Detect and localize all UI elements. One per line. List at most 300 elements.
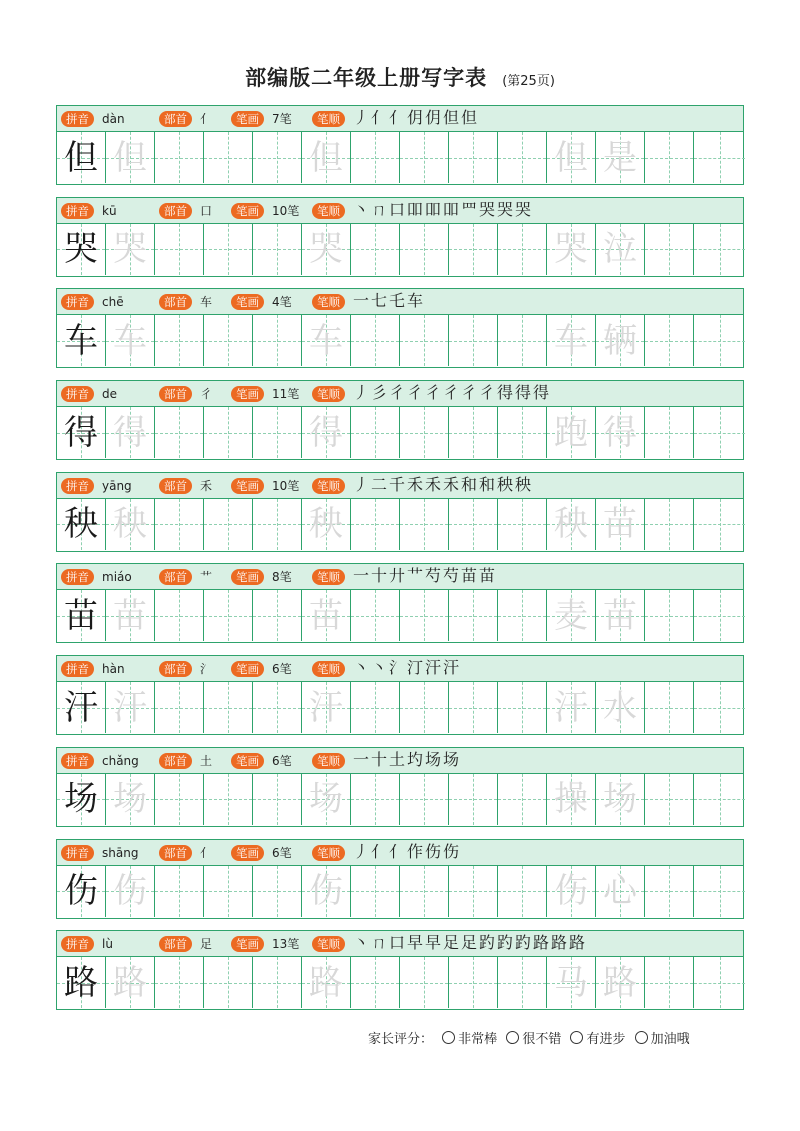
writing-cell[interactable] xyxy=(498,224,547,275)
writing-cell[interactable] xyxy=(253,774,302,825)
model-character: 路 xyxy=(64,962,98,1003)
trace-word-char-2: 心 xyxy=(603,871,637,911)
trace-word-char-2: 苗 xyxy=(603,595,637,636)
writing-cell[interactable] xyxy=(302,499,351,550)
row-header xyxy=(57,106,743,132)
radical-value: 亻 xyxy=(200,845,213,860)
writing-cell[interactable] xyxy=(694,132,745,183)
trace-character: 得 xyxy=(113,412,147,453)
writing-cell[interactable] xyxy=(57,315,106,366)
pinyin-badge: 拼音 xyxy=(61,478,94,494)
writing-cell[interactable] xyxy=(449,866,498,917)
writing-cell[interactable] xyxy=(645,407,694,458)
writing-cell[interactable] xyxy=(57,774,106,825)
writing-cell[interactable] xyxy=(694,774,745,825)
pinyin-value: chǎng xyxy=(102,753,139,768)
writing-cell[interactable] xyxy=(204,407,253,458)
radical-badge: 部首 xyxy=(159,753,192,769)
radio-circle-icon[interactable] xyxy=(506,1031,519,1044)
writing-cell[interactable] xyxy=(547,957,596,1008)
trace-character: 车 xyxy=(309,320,343,361)
trace-character: 哭 xyxy=(309,229,343,270)
writing-cell[interactable] xyxy=(106,315,155,366)
writing-cell[interactable] xyxy=(498,682,547,733)
row-header xyxy=(57,748,743,774)
writing-cell[interactable] xyxy=(498,499,547,550)
trace-character: 伤 xyxy=(309,871,343,911)
model-character: 汗 xyxy=(64,687,98,728)
row-header xyxy=(57,656,743,682)
writing-cell[interactable] xyxy=(498,957,547,1008)
strokes-badge: 笔画 xyxy=(231,386,264,402)
writing-cell[interactable] xyxy=(204,774,253,825)
writing-cell[interactable] xyxy=(351,866,400,917)
trace-character: 场 xyxy=(113,779,147,820)
writing-cell[interactable] xyxy=(204,224,253,275)
writing-cell[interactable] xyxy=(204,132,253,183)
writing-cell[interactable] xyxy=(204,957,253,1008)
writing-grid xyxy=(57,682,743,733)
stroke-order-badge: 笔顺 xyxy=(312,753,345,769)
writing-cell[interactable] xyxy=(351,407,400,458)
writing-cell[interactable] xyxy=(400,957,449,1008)
rating-option[interactable]: 非常棒 xyxy=(442,1032,497,1047)
row-header xyxy=(57,198,743,224)
strokes-value: 13笔 xyxy=(272,937,300,952)
stroke-order-value: 丶丶氵汀汗汗 xyxy=(353,658,462,678)
writing-cell[interactable] xyxy=(351,590,400,641)
writing-cell[interactable] xyxy=(547,682,596,733)
writing-cell[interactable] xyxy=(155,590,204,641)
writing-cell[interactable] xyxy=(57,682,106,733)
character-row xyxy=(56,380,744,460)
row-header xyxy=(57,289,743,315)
page-header xyxy=(0,62,800,92)
writing-cell[interactable] xyxy=(106,682,155,733)
writing-cell[interactable] xyxy=(57,590,106,641)
writing-cell[interactable] xyxy=(106,132,155,183)
writing-cell[interactable] xyxy=(449,315,498,366)
radical-badge: 部首 xyxy=(159,294,192,310)
writing-grid xyxy=(57,315,743,366)
trace-word-char-1: 操 xyxy=(554,779,588,820)
character-row xyxy=(56,747,744,827)
trace-character: 路 xyxy=(309,962,343,1003)
writing-cell[interactable] xyxy=(155,774,204,825)
writing-cell[interactable] xyxy=(155,866,204,917)
writing-cell[interactable] xyxy=(155,315,204,366)
pinyin-value: shāng xyxy=(102,845,139,860)
model-character: 苗 xyxy=(64,595,98,636)
character-row xyxy=(56,839,744,919)
writing-cell[interactable] xyxy=(449,774,498,825)
trace-word-char-1: 跑 xyxy=(554,412,588,453)
writing-cell[interactable] xyxy=(449,682,498,733)
model-character: 但 xyxy=(64,137,98,178)
writing-cell[interactable] xyxy=(596,132,645,183)
writing-cell[interactable] xyxy=(106,866,155,917)
radical-badge: 部首 xyxy=(159,661,192,677)
trace-word-char-2: 是 xyxy=(603,137,637,178)
trace-word-char-2: 得 xyxy=(603,412,637,453)
character-row xyxy=(56,655,744,735)
writing-cell[interactable] xyxy=(645,866,694,917)
writing-cell[interactable] xyxy=(596,315,645,366)
trace-character: 得 xyxy=(309,412,343,453)
model-character: 场 xyxy=(64,779,98,820)
writing-cell[interactable] xyxy=(106,407,155,458)
writing-cell[interactable] xyxy=(155,224,204,275)
writing-cell[interactable] xyxy=(449,590,498,641)
row-header xyxy=(57,564,743,590)
pinyin-value: de xyxy=(102,387,117,402)
strokes-value: 7笔 xyxy=(272,112,292,126)
character-table xyxy=(56,105,744,1022)
pinyin-badge: 拼音 xyxy=(61,753,94,769)
rating-option[interactable]: 很不错 xyxy=(506,1032,561,1047)
radical-value: 车 xyxy=(200,295,213,310)
radio-circle-icon[interactable] xyxy=(635,1031,648,1044)
stroke-order-value: 一十廾艹芍芍苗苗 xyxy=(353,566,498,586)
writing-cell[interactable] xyxy=(302,132,351,183)
row-header xyxy=(57,381,743,407)
trace-character: 汗 xyxy=(309,687,343,728)
writing-cell[interactable] xyxy=(547,407,596,458)
trace-character: 哭 xyxy=(113,229,147,270)
pinyin-badge: 拼音 xyxy=(61,386,94,402)
stroke-order-badge: 笔顺 xyxy=(312,111,345,127)
writing-cell[interactable] xyxy=(106,774,155,825)
writing-cell[interactable] xyxy=(694,499,745,550)
stroke-order-badge: 笔顺 xyxy=(312,478,345,494)
writing-cell[interactable] xyxy=(351,774,400,825)
writing-cell[interactable] xyxy=(106,499,155,550)
strokes-value: 4笔 xyxy=(272,295,292,310)
writing-grid xyxy=(57,132,743,183)
stroke-order-badge: 笔顺 xyxy=(312,661,345,677)
writing-cell[interactable] xyxy=(155,682,204,733)
pinyin-value: miáo xyxy=(102,570,132,585)
writing-cell[interactable] xyxy=(400,866,449,917)
writing-cell[interactable] xyxy=(302,407,351,458)
writing-cell[interactable] xyxy=(400,132,449,183)
writing-cell[interactable] xyxy=(253,315,302,366)
writing-cell[interactable] xyxy=(596,499,645,550)
writing-cell[interactable] xyxy=(253,407,302,458)
pinyin-value: lù xyxy=(102,937,113,952)
strokes-badge: 笔画 xyxy=(231,569,264,585)
writing-cell[interactable] xyxy=(498,132,547,183)
character-row xyxy=(56,197,744,277)
writing-cell[interactable] xyxy=(596,866,645,917)
writing-cell[interactable] xyxy=(302,866,351,917)
character-row xyxy=(56,288,744,368)
writing-cell[interactable] xyxy=(253,224,302,275)
pinyin-value: hàn xyxy=(102,662,125,677)
writing-cell[interactable] xyxy=(400,315,449,366)
writing-cell[interactable] xyxy=(547,315,596,366)
writing-cell[interactable] xyxy=(596,682,645,733)
writing-cell[interactable] xyxy=(351,957,400,1008)
strokes-value: 10笔 xyxy=(272,203,300,218)
trace-word-char-2: 辆 xyxy=(603,320,637,361)
writing-cell[interactable] xyxy=(498,866,547,917)
writing-cell[interactable] xyxy=(645,499,694,550)
pinyin-value: kū xyxy=(102,203,117,218)
pinyin-value: chē xyxy=(102,295,124,310)
writing-grid xyxy=(57,957,743,1008)
stroke-order-badge: 笔顺 xyxy=(312,936,345,952)
writing-cell[interactable] xyxy=(596,590,645,641)
writing-cell[interactable] xyxy=(596,224,645,275)
radio-circle-icon[interactable] xyxy=(442,1031,455,1044)
writing-cell[interactable] xyxy=(57,407,106,458)
radical-value: 氵 xyxy=(200,662,213,677)
writing-cell[interactable] xyxy=(547,866,596,917)
writing-cell[interactable] xyxy=(155,132,204,183)
writing-cell[interactable] xyxy=(596,774,645,825)
strokes-badge: 笔画 xyxy=(231,845,264,861)
model-character: 车 xyxy=(64,320,98,361)
character-row xyxy=(56,472,744,552)
writing-cell[interactable] xyxy=(449,957,498,1008)
trace-word-char-1: 车 xyxy=(554,320,588,361)
writing-cell[interactable] xyxy=(302,957,351,1008)
writing-cell[interactable] xyxy=(106,957,155,1008)
model-character: 哭 xyxy=(64,229,98,270)
strokes-value: 11笔 xyxy=(272,387,300,402)
pinyin-value: yāng xyxy=(102,478,132,493)
character-row xyxy=(56,105,744,185)
strokes-badge: 笔画 xyxy=(231,294,264,310)
trace-word-char-2: 场 xyxy=(603,779,637,820)
writing-cell[interactable] xyxy=(449,407,498,458)
trace-character: 苗 xyxy=(113,595,147,636)
trace-word-char-2: 泣 xyxy=(603,229,637,270)
writing-cell[interactable] xyxy=(694,682,745,733)
writing-cell[interactable] xyxy=(302,682,351,733)
page-number-note: (第25页) xyxy=(502,74,555,89)
writing-cell[interactable] xyxy=(253,590,302,641)
radical-value: 彳 xyxy=(200,387,213,402)
writing-cell[interactable] xyxy=(547,132,596,183)
writing-cell[interactable] xyxy=(498,774,547,825)
trace-word-char-1: 伤 xyxy=(554,871,588,911)
pinyin-value: dàn xyxy=(102,112,125,126)
strokes-badge: 笔画 xyxy=(231,203,264,219)
radical-value: 土 xyxy=(200,753,213,768)
stroke-order-badge: 笔顺 xyxy=(312,569,345,585)
writing-cell[interactable] xyxy=(694,866,745,917)
trace-character: 秧 xyxy=(309,504,343,545)
strokes-badge: 笔画 xyxy=(231,936,264,952)
pinyin-badge: 拼音 xyxy=(61,845,94,861)
row-header xyxy=(57,931,743,957)
writing-cell[interactable] xyxy=(57,866,106,917)
writing-cell[interactable] xyxy=(155,407,204,458)
row-header xyxy=(57,473,743,499)
writing-cell[interactable] xyxy=(400,590,449,641)
trace-character: 苗 xyxy=(309,595,343,636)
radical-badge: 部首 xyxy=(159,845,192,861)
writing-cell[interactable] xyxy=(400,499,449,550)
stroke-order-badge: 笔顺 xyxy=(312,203,345,219)
trace-character: 但 xyxy=(113,137,147,178)
stroke-order-badge: 笔顺 xyxy=(312,294,345,310)
writing-cell[interactable] xyxy=(204,682,253,733)
writing-cell[interactable] xyxy=(498,590,547,641)
writing-cell[interactable] xyxy=(547,499,596,550)
writing-cell[interactable] xyxy=(351,682,400,733)
stroke-order-badge: 笔顺 xyxy=(312,845,345,861)
writing-cell[interactable] xyxy=(302,315,351,366)
writing-grid xyxy=(57,866,743,917)
writing-grid xyxy=(57,224,743,275)
pinyin-badge: 拼音 xyxy=(61,203,94,219)
writing-cell[interactable] xyxy=(302,590,351,641)
writing-cell[interactable] xyxy=(155,957,204,1008)
radical-value: 艹 xyxy=(200,570,213,585)
writing-cell[interactable] xyxy=(645,315,694,366)
writing-cell[interactable] xyxy=(351,224,400,275)
pinyin-badge: 拼音 xyxy=(61,936,94,952)
writing-cell[interactable] xyxy=(645,590,694,641)
stroke-order-value: 丿亻亻作伤伤 xyxy=(353,841,462,861)
pinyin-badge: 拼音 xyxy=(61,111,94,127)
writing-cell[interactable] xyxy=(645,682,694,733)
stroke-order-value: 丶ㄇ口早早足足趵趵趵路路路 xyxy=(353,933,588,953)
radical-badge: 部首 xyxy=(159,936,192,952)
writing-cell[interactable] xyxy=(302,774,351,825)
writing-cell[interactable] xyxy=(498,315,547,366)
row-header xyxy=(57,840,743,866)
writing-cell[interactable] xyxy=(57,224,106,275)
strokes-value: 6笔 xyxy=(272,662,292,677)
writing-cell[interactable] xyxy=(302,224,351,275)
rating-option[interactable]: 加油哦 xyxy=(635,1032,690,1047)
trace-word-char-1: 汗 xyxy=(554,687,588,728)
character-row xyxy=(56,563,744,643)
radical-badge: 部首 xyxy=(159,569,192,585)
rating-label: 家长评分： xyxy=(368,1032,434,1047)
stroke-order-value: 一十土圴场场 xyxy=(353,749,462,769)
writing-cell[interactable] xyxy=(253,132,302,183)
writing-cell[interactable] xyxy=(694,224,745,275)
strokes-badge: 笔画 xyxy=(231,478,264,494)
writing-cell[interactable] xyxy=(547,590,596,641)
writing-cell[interactable] xyxy=(351,499,400,550)
writing-cell[interactable] xyxy=(155,499,204,550)
radical-value: 口 xyxy=(200,203,213,218)
strokes-badge: 笔画 xyxy=(231,661,264,677)
trace-word-char-1: 但 xyxy=(554,137,588,178)
writing-cell[interactable] xyxy=(449,132,498,183)
writing-cell[interactable] xyxy=(645,132,694,183)
writing-cell[interactable] xyxy=(253,957,302,1008)
radical-value: 亻 xyxy=(200,112,213,126)
writing-grid xyxy=(57,774,743,825)
writing-cell[interactable] xyxy=(449,224,498,275)
trace-character: 路 xyxy=(113,962,147,1003)
writing-cell[interactable] xyxy=(645,774,694,825)
writing-cell[interactable] xyxy=(106,224,155,275)
rating-option[interactable]: 有进步 xyxy=(570,1032,625,1047)
writing-grid xyxy=(57,499,743,550)
radio-circle-icon[interactable] xyxy=(570,1031,583,1044)
trace-word-char-2: 苗 xyxy=(603,504,637,545)
writing-cell[interactable] xyxy=(253,866,302,917)
writing-cell[interactable] xyxy=(400,224,449,275)
writing-cell[interactable] xyxy=(204,499,253,550)
strokes-value: 6笔 xyxy=(272,845,292,860)
writing-cell[interactable] xyxy=(351,315,400,366)
stroke-order-badge: 笔顺 xyxy=(312,386,345,402)
writing-cell[interactable] xyxy=(400,774,449,825)
writing-cell[interactable] xyxy=(57,957,106,1008)
writing-cell[interactable] xyxy=(498,407,547,458)
page-title: 部编版二年级上册写字表 xyxy=(245,65,488,90)
stroke-order-value: 一七乇车 xyxy=(353,291,426,311)
trace-character: 伤 xyxy=(113,871,147,911)
writing-cell[interactable] xyxy=(106,590,155,641)
stroke-order-value: 丿二千禾禾禾和和秧秧 xyxy=(353,474,534,494)
radical-badge: 部首 xyxy=(159,478,192,494)
writing-cell[interactable] xyxy=(596,407,645,458)
radical-badge: 部首 xyxy=(159,203,192,219)
strokes-value: 10笔 xyxy=(272,478,300,493)
writing-cell[interactable] xyxy=(57,132,106,183)
radical-badge: 部首 xyxy=(159,386,192,402)
model-character: 伤 xyxy=(64,871,98,911)
writing-grid xyxy=(57,407,743,458)
writing-cell[interactable] xyxy=(400,407,449,458)
writing-cell[interactable] xyxy=(596,957,645,1008)
writing-cell[interactable] xyxy=(645,957,694,1008)
stroke-order-value: 丶ㄇ口吅吅吅罒哭哭哭 xyxy=(353,199,534,219)
writing-cell[interactable] xyxy=(694,407,745,458)
writing-cell[interactable] xyxy=(449,499,498,550)
trace-word-char-1: 秧 xyxy=(554,504,588,545)
trace-word-char-1: 麦 xyxy=(554,595,588,636)
trace-word-char-1: 马 xyxy=(554,962,588,1003)
writing-cell[interactable] xyxy=(204,590,253,641)
trace-character: 但 xyxy=(309,137,343,178)
parent-rating xyxy=(368,1028,690,1047)
writing-cell[interactable] xyxy=(253,499,302,550)
writing-cell[interactable] xyxy=(400,682,449,733)
model-character: 得 xyxy=(64,412,98,453)
writing-cell[interactable] xyxy=(547,224,596,275)
writing-cell[interactable] xyxy=(57,499,106,550)
writing-cell[interactable] xyxy=(694,957,745,1008)
writing-cell[interactable] xyxy=(253,682,302,733)
writing-cell[interactable] xyxy=(351,132,400,183)
writing-cell[interactable] xyxy=(694,315,745,366)
writing-cell[interactable] xyxy=(204,315,253,366)
trace-word-char-2: 水 xyxy=(603,687,637,728)
writing-cell[interactable] xyxy=(204,866,253,917)
trace-word-char-1: 哭 xyxy=(554,229,588,270)
writing-cell[interactable] xyxy=(645,224,694,275)
pinyin-badge: 拼音 xyxy=(61,294,94,310)
trace-character: 汗 xyxy=(113,687,147,728)
writing-cell[interactable] xyxy=(694,590,745,641)
strokes-value: 8笔 xyxy=(272,570,292,585)
stroke-order-value: 丿亻亻仴仴但但 xyxy=(353,108,480,127)
trace-character: 场 xyxy=(309,779,343,820)
model-character: 秧 xyxy=(64,504,98,545)
writing-cell[interactable] xyxy=(547,774,596,825)
